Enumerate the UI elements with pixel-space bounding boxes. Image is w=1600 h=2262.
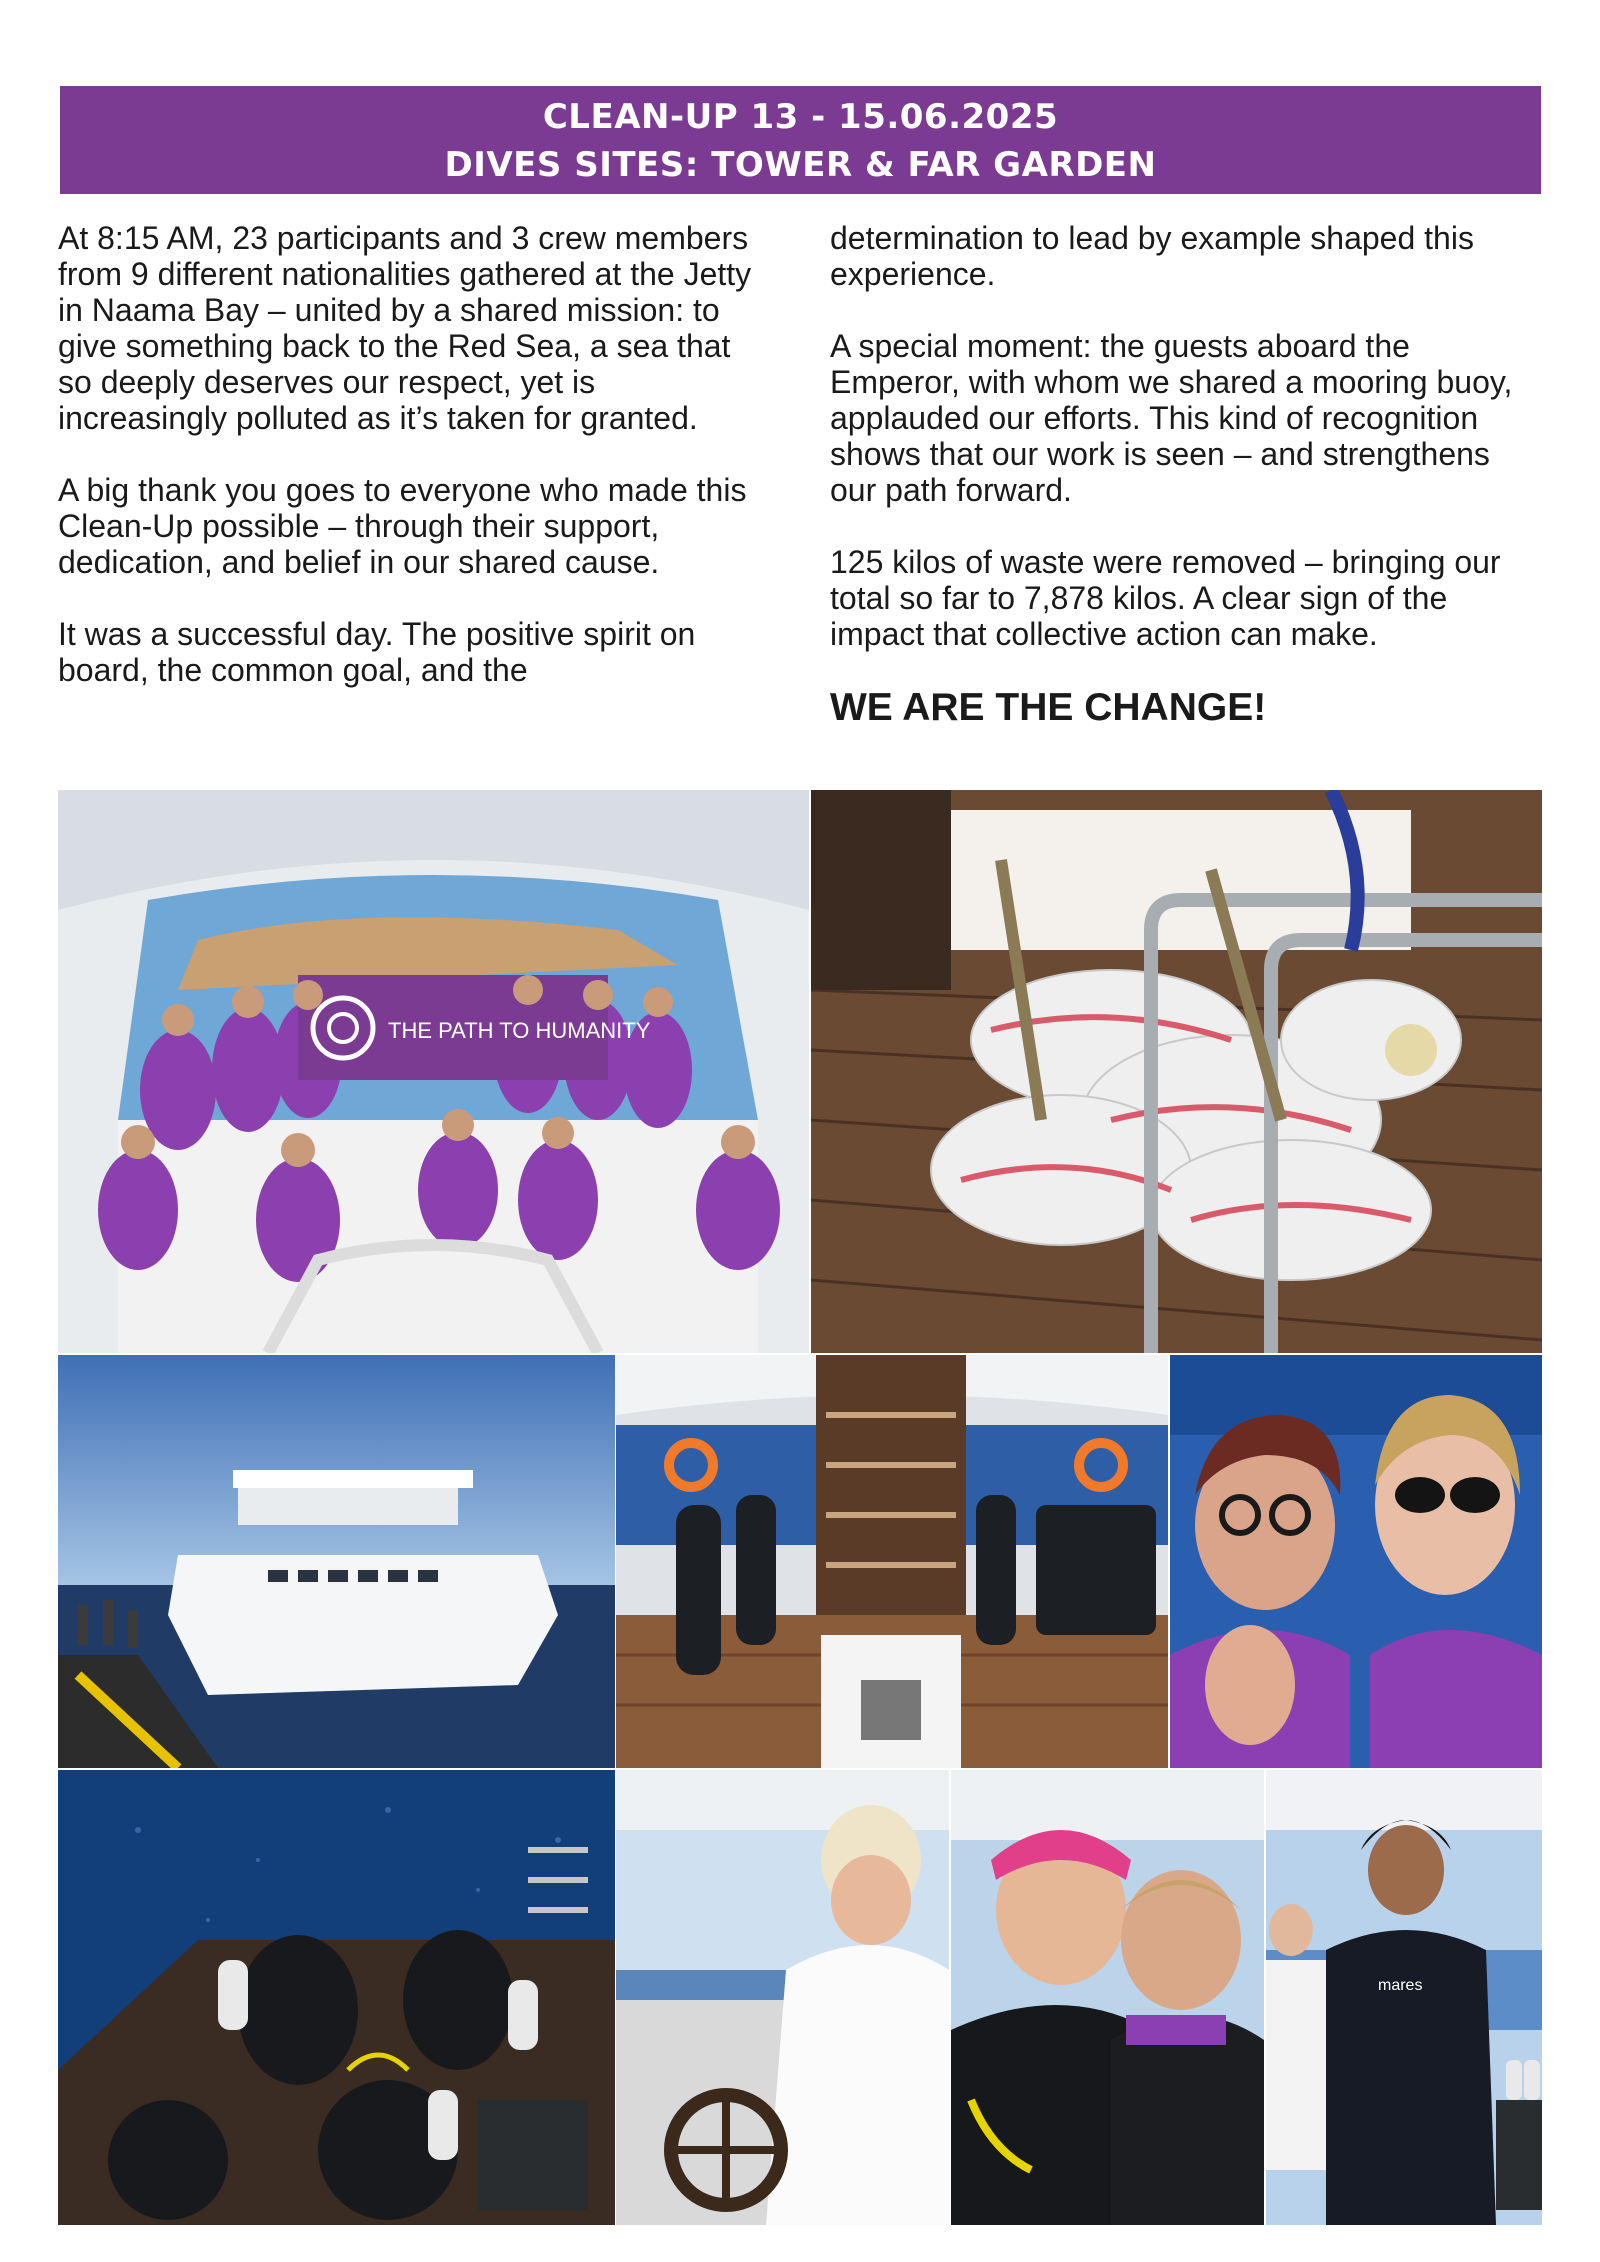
header-banner (60, 86, 1541, 194)
photo-man-in-wetsuit (1266, 1770, 1542, 2225)
photo-waste-bags (811, 790, 1542, 1353)
photo-boat-at-jetty (58, 1355, 615, 1768)
paragraph: determination to lead by example shaped this experience. (830, 220, 1474, 292)
paragraph: 125 kilos of waste were removed – bringing our total so far to 7,878 kilos. A clear sign of the impact that collective action can make. (830, 544, 1501, 652)
photo-woman-at-helm (616, 1770, 949, 2225)
group-banner-text: THE PATH TO HUMANITY (388, 1018, 651, 1043)
slogan: WE ARE THE CHANGE! (830, 686, 1267, 729)
photo-selfie-two-women (1170, 1355, 1542, 1768)
paragraph: A special moment: the guests aboard the Emperor, with whom we shared a mooring buoy, applauded our efforts. This kind of recognition shows that our work is seen – and strengthens our path forward. (830, 328, 1513, 508)
text-column-left (58, 220, 770, 724)
text-column-right (830, 220, 1542, 766)
header-title: CLEAN-UP 13 - 15.06.2025 (542, 97, 1059, 137)
photo-divers-entering-water (58, 1770, 615, 2225)
header-subtitle: DIVES SITES: TOWER & FAR GARDEN (444, 145, 1157, 185)
photo-group-on-boat (58, 790, 809, 1353)
paragraph: At 8:15 AM, 23 participants and 3 crew members from 9 different nationalities gathered at the Jetty in Naama Bay – united by a shared mission: to give something back to the Red Sea, a sea that so deeply deserves our respect, yet is increasingly polluted as it’s taken for granted. (58, 220, 752, 436)
photo-divers-on-deck (616, 1355, 1168, 1768)
photo-two-divers-selfie (951, 1770, 1264, 2225)
paragraph: It was a successful day. The positive spirit on board, the common goal, and the (58, 616, 696, 688)
paragraph: A big thank you goes to everyone who made this Clean-Up possible – through their support, dedication, and belief in our shared cause. (58, 472, 747, 580)
wetsuit-brand-text: mares (1378, 1977, 1423, 1994)
